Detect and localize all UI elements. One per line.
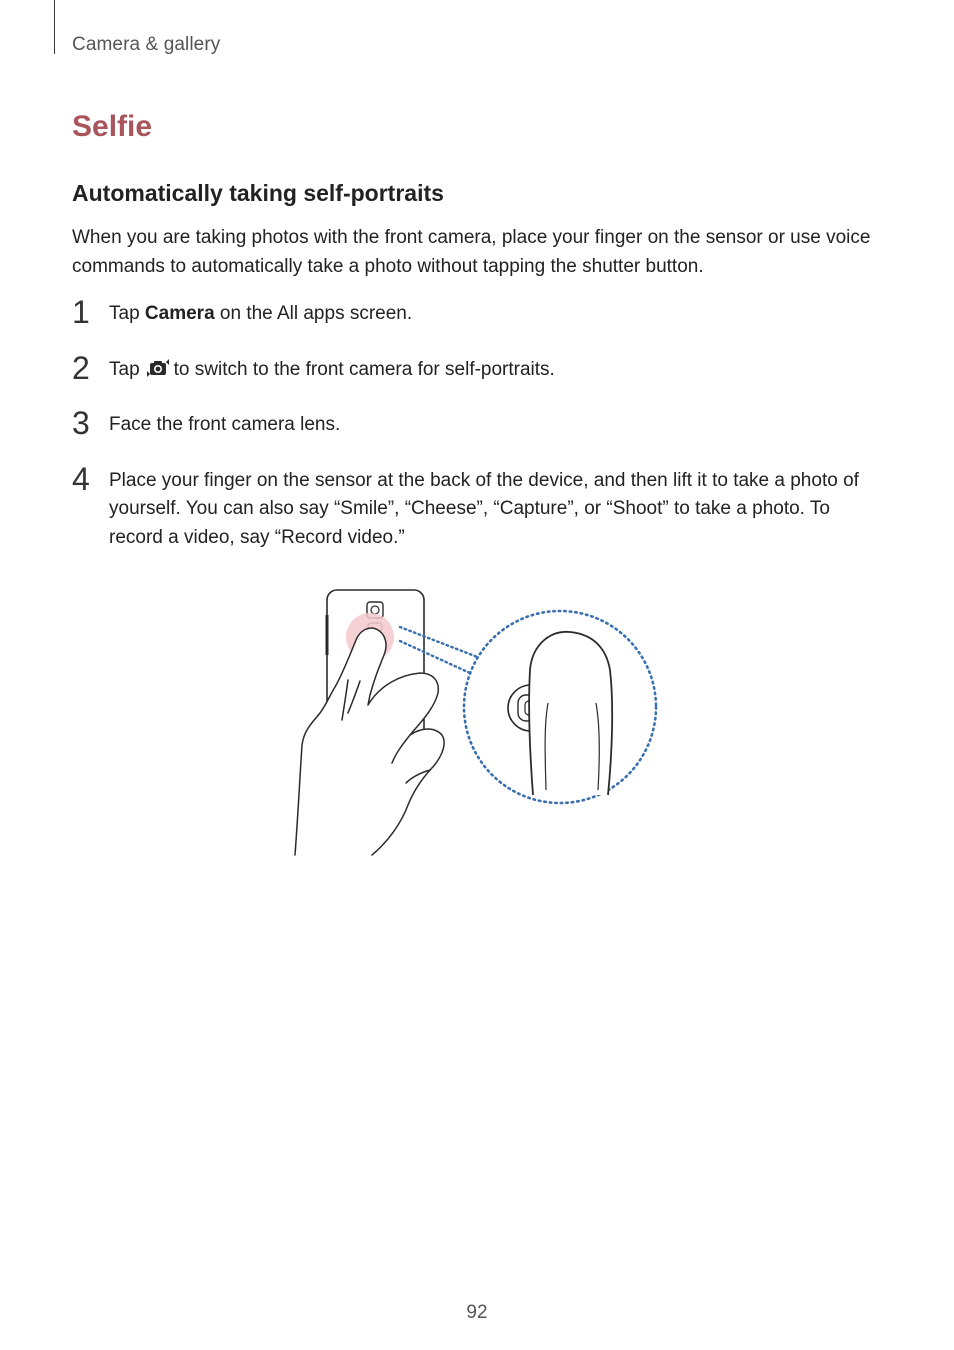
- step-text: on the All apps screen.: [214, 303, 413, 324]
- page-number: 92: [466, 1302, 488, 1323]
- step-number: 2: [72, 349, 90, 386]
- section-title: Selfie: [72, 110, 153, 143]
- switch-camera-icon: [145, 357, 171, 379]
- step-text: Place your finger on the sensor at the back of the device, and then lift it to take a photo of yourself. You can also say “Smile”, “Cheese”, “Capture”, or “Shoot” to take a photo. To record a video, say “Record video.”: [109, 469, 859, 548]
- app-name-camera: Camera: [144, 303, 215, 324]
- intro-paragraph: When you are taking photos with the front camera, place your finger on the sensor or use voice commands to automatically take a photo without tapping the shutter button.: [72, 227, 871, 277]
- zoom-detail: [464, 611, 656, 803]
- step-number: 3: [72, 405, 90, 441]
- finger-on-sensor-illustration: [290, 585, 670, 860]
- step-text: Tap: [109, 303, 145, 324]
- subsection-title: Automatically taking self-portraits: [72, 180, 444, 206]
- step-number: 1: [72, 294, 90, 330]
- step-3: [72, 405, 887, 441]
- step-number: 4: [72, 460, 90, 497]
- step-2: [72, 349, 887, 386]
- step-text: Tap: [109, 358, 140, 380]
- step-4: [72, 460, 887, 553]
- step-1: [72, 294, 887, 330]
- corner-rule: [54, 0, 55, 54]
- step-text: Face the front camera lens.: [109, 414, 341, 435]
- step-text: to switch to the front camera for self-portraits.: [173, 358, 555, 380]
- steps-list: [72, 294, 887, 552]
- running-header: Camera & gallery: [72, 34, 221, 55]
